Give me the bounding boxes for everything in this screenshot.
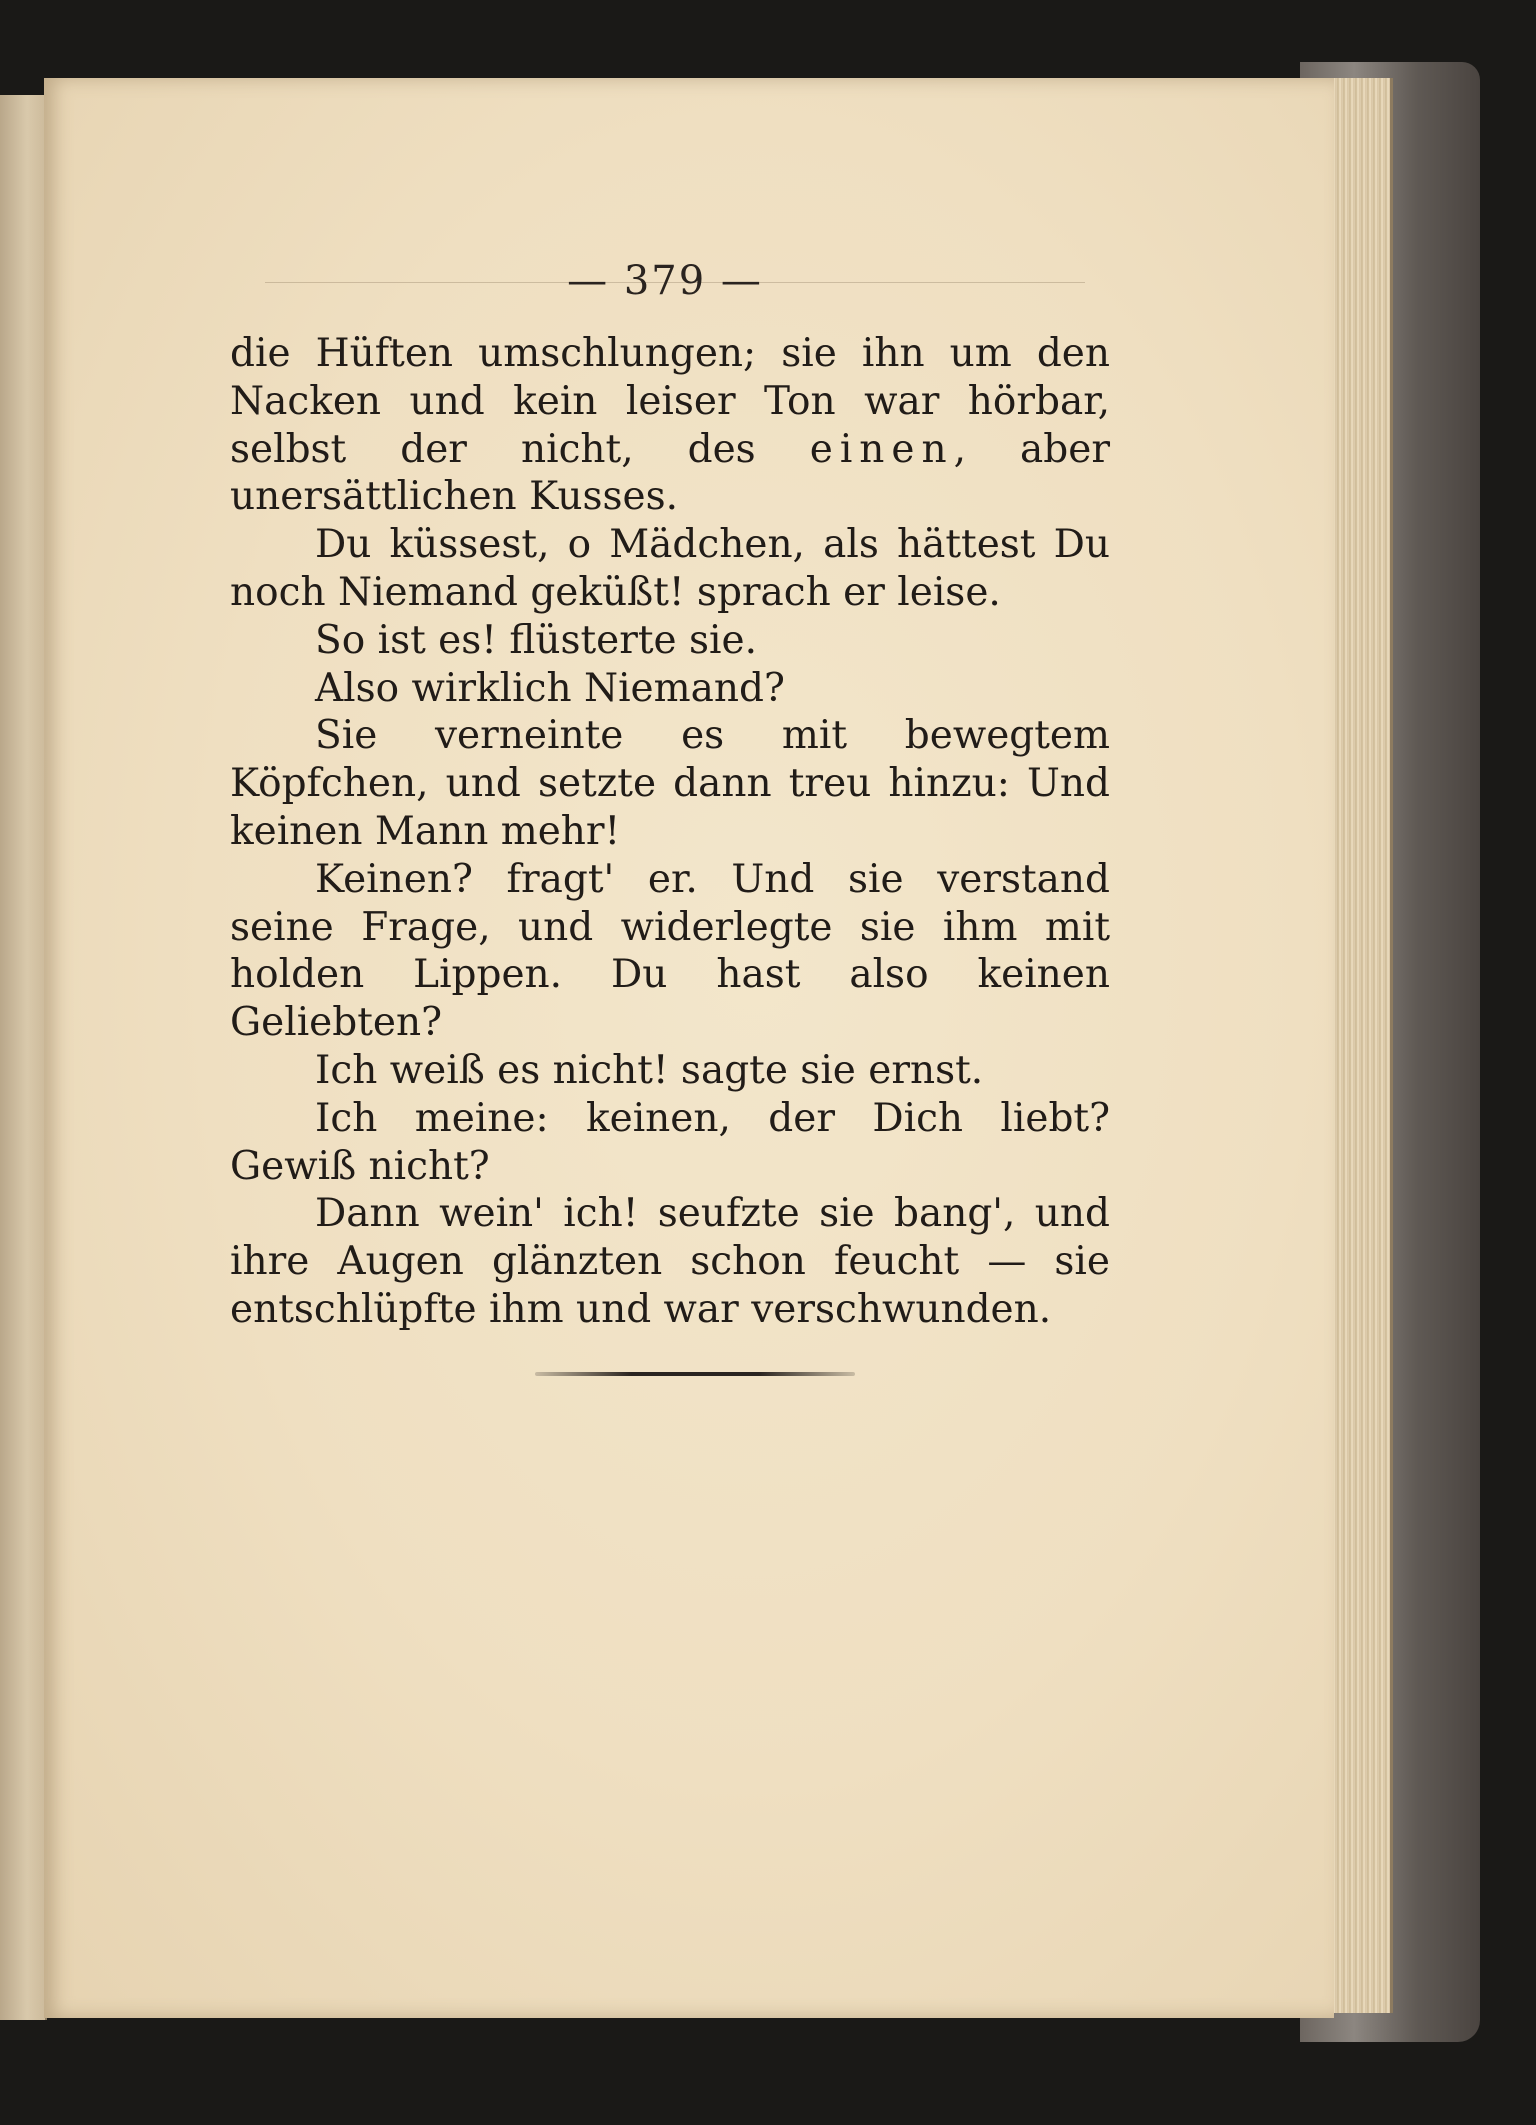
paragraph-1-continuation: , aber unersättlichen Kusses.: [230, 426, 1110, 520]
paragraph-5: Sie verneinte es mit bewegtem Köpfchen, und setzte dann treu hinzu: Und keinen Mann mehr!: [230, 713, 1110, 854]
emphasized-word: einen: [809, 426, 954, 472]
body-text: [230, 330, 1110, 1334]
paragraph-3: So ist es! flüsterte sie.: [315, 617, 757, 663]
paragraph-8: Ich meine: keinen, der Dich liebt? Gewiß nicht?: [230, 1095, 1110, 1189]
paragraph-7: Ich weiß es nicht! sagte sie ernst.: [315, 1047, 984, 1093]
paragraph-1: [230, 330, 1110, 521]
paragraph-9: Dann wein' ich! seufzte sie bang', und ihre Augen glänzten schon feucht — sie entschlüpfte ihm und war verschwunden.: [230, 1191, 1110, 1332]
page-number: — 379 —: [567, 258, 763, 304]
paragraph-2: Du küssest, o Mädchen, als hättest Du noch Niemand geküßt! sprach er leise.: [230, 522, 1110, 615]
paragraph-4: Also wirklich Niemand?: [315, 665, 785, 711]
paragraph-1-text: die Hüften umschlungen; sie ihn um den Nacken und kein leiser Ton war hörbar, selbst der nicht, des: [230, 331, 1110, 472]
facing-page-edge: [0, 95, 47, 2020]
section-end-rule: [535, 1372, 855, 1376]
paragraph-6: Keinen? fragt' er. Und sie verstand seine Frage, und widerlegte sie ihm mit holden Lippen. Du hast also keinen Geliebten?: [230, 856, 1110, 1046]
